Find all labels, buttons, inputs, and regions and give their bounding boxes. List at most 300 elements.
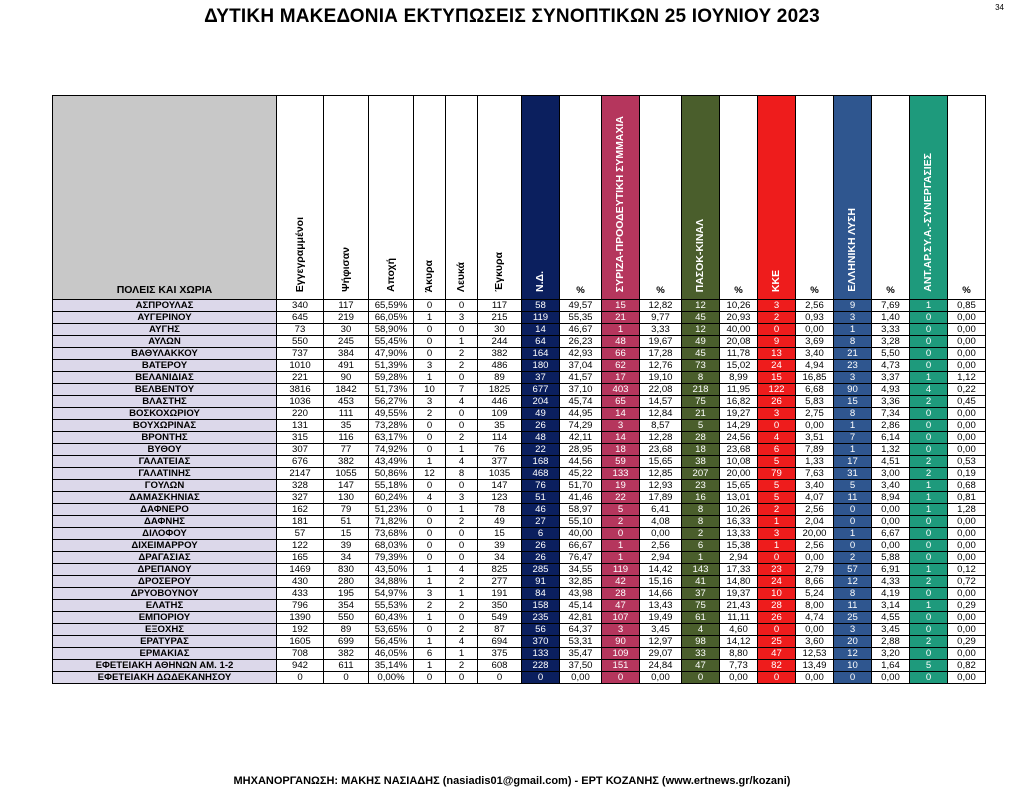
city-name-cell: ΕΡΑΤΥΡΑΣ [53,636,277,648]
city-name-cell: ΔΡΕΠΑΝΟΥ [53,564,277,576]
party-votes-cell: 59 [602,456,640,468]
party-percent-cell: 24,84 [640,660,682,672]
invalid-cell: 1 [414,636,446,648]
party-percent-cell: 2,04 [796,516,834,528]
header-party-5 [910,96,948,300]
city-name-cell: ΔΡΑΓΑΣΙΑΣ [53,552,277,564]
blank-cell: 0 [446,300,478,312]
party-percent-cell: 12,84 [640,408,682,420]
party-votes-cell: 51 [522,492,560,504]
party-votes-cell: 164 [522,348,560,360]
invalid-cell: 1 [414,576,446,588]
party-percent-cell: 6,67 [872,528,910,540]
voted-cell: 89 [324,624,369,636]
header-valid-label: Έγκυρα [493,252,505,292]
party-votes-cell: 79 [758,468,796,480]
party-percent-cell: 17,89 [640,492,682,504]
invalid-cell: 1 [414,612,446,624]
party-percent-cell: 0,00 [796,624,834,636]
party-percent-cell: 7,69 [872,300,910,312]
party-votes-cell: 0 [910,552,948,564]
party-votes-cell: 84 [522,588,560,600]
party-percent-cell: 12,97 [640,636,682,648]
party-percent-cell: 8,94 [872,492,910,504]
party-votes-cell: 24 [758,360,796,372]
voted-cell: 130 [324,492,369,504]
invalid-cell: 0 [414,624,446,636]
party-votes-cell: 21 [682,408,720,420]
party-percent-cell: 2,94 [720,552,758,564]
invalid-cell: 2 [414,408,446,420]
party-votes-cell: 65 [602,396,640,408]
registered-cell: 942 [277,660,324,672]
party-percent-cell: 13,49 [796,660,834,672]
city-name-cell: ΓΑΛΑΤΕΙΑΣ [53,456,277,468]
party-percent-cell: 0,00 [948,432,986,444]
registered-cell: 220 [277,408,324,420]
party-percent-cell: 37,10 [560,384,602,396]
party-votes-cell: 107 [602,612,640,624]
party-percent-cell: 14,66 [640,588,682,600]
registered-cell: 131 [277,420,324,432]
blank-cell: 4 [446,456,478,468]
table-row [53,636,986,648]
abstention-cell: 0,00% [369,672,414,684]
table-row [53,504,986,516]
invalid-cell: 10 [414,384,446,396]
party-votes-cell: 468 [522,468,560,480]
party-percent-cell: 0,00 [948,408,986,420]
party-percent-cell: 11,11 [720,612,758,624]
party-votes-cell: 8 [834,588,872,600]
party-votes-cell: 11 [834,492,872,504]
valid-cell: 78 [478,504,522,516]
voted-cell: 384 [324,348,369,360]
table-row [53,648,986,660]
registered-cell: 676 [277,456,324,468]
registered-cell: 550 [277,336,324,348]
party-votes-cell: 0 [910,612,948,624]
party-percent-cell: 19,49 [640,612,682,624]
party-percent-cell: 0,00 [948,612,986,624]
party-votes-cell: 61 [682,612,720,624]
party-percent-cell: 8,57 [640,420,682,432]
party-percent-cell: 15,65 [720,480,758,492]
valid-cell: 375 [478,648,522,660]
blank-cell: 0 [446,480,478,492]
party-votes-cell: 6 [758,444,796,456]
party-votes-cell: 1 [910,372,948,384]
party-votes-cell: 0 [758,552,796,564]
party-percent-cell: 0,00 [948,552,986,564]
voted-cell: 280 [324,576,369,588]
blank-cell: 0 [446,372,478,384]
party-percent-cell: 4,93 [872,384,910,396]
party-votes-cell: 62 [602,360,640,372]
abstention-cell: 79,39% [369,552,414,564]
party-votes-cell: 41 [682,576,720,588]
voted-cell: 382 [324,456,369,468]
party-votes-cell: 64 [522,336,560,348]
party-votes-cell: 0 [910,624,948,636]
abstention-cell: 74,92% [369,444,414,456]
party-votes-cell: 0 [910,528,948,540]
party-votes-cell: 10 [758,588,796,600]
party-percent-cell: 0,00 [948,336,986,348]
party-votes-cell: 3 [758,408,796,420]
party-percent-cell: 3,37 [872,372,910,384]
table-row [53,528,986,540]
party-votes-cell: 1 [834,324,872,336]
city-name-cell: ΕΦΕΤΕΙΑΚΗ ΑΘΗΝΩΝ ΑΜ. 1-2 [53,660,277,672]
blank-cell: 3 [446,312,478,324]
party-votes-cell: 25 [834,612,872,624]
party-votes-cell: 119 [522,312,560,324]
party-percent-cell: 3,36 [872,396,910,408]
invalid-cell: 0 [414,348,446,360]
party-votes-cell: 8 [834,408,872,420]
city-name-cell: ΑΥΓΗΣ [53,324,277,336]
party-percent-cell: 0,00 [796,672,834,684]
party-percent-cell: 17,28 [640,348,682,360]
party-percent-cell: 13,43 [640,600,682,612]
city-name-cell: ΒΛΑΣΤΗΣ [53,396,277,408]
party-votes-cell: 21 [602,312,640,324]
party-votes-cell: 66 [602,348,640,360]
invalid-cell: 0 [414,480,446,492]
party-votes-cell: 14 [522,324,560,336]
city-name-cell: ΔΑΜΑΣΚΗΝΙΑΣ [53,492,277,504]
party-percent-cell: 0,00 [872,504,910,516]
blank-cell: 2 [446,576,478,588]
blank-cell: 2 [446,432,478,444]
invalid-cell: 0 [414,528,446,540]
results-body [53,300,986,684]
city-name-cell: ΒΥΘΟΥ [53,444,277,456]
party-percent-cell: 14,42 [640,564,682,576]
party-percent-cell: 2,88 [872,636,910,648]
party-votes-cell: 0 [910,432,948,444]
valid-cell: 15 [478,528,522,540]
party-percent-cell: 3,00 [872,468,910,480]
party-percent-cell: 32,85 [560,576,602,588]
party-votes-cell: 0 [910,420,948,432]
header-voted-label: Ψήφισαν [339,247,352,292]
registered-cell: 181 [277,516,324,528]
party-percent-cell: 43,98 [560,588,602,600]
table-row [53,576,986,588]
party-percent-cell: 2,56 [796,504,834,516]
party-percent-cell: 12,76 [640,360,682,372]
party-percent-cell: 12,28 [640,432,682,444]
party-votes-cell: 47 [682,660,720,672]
party-percent-cell: 19,67 [640,336,682,348]
abstention-cell: 56,27% [369,396,414,408]
header-party-2 [682,96,720,300]
party-votes-cell: 15 [834,396,872,408]
party-percent-cell: 12,53 [796,648,834,660]
party-votes-cell: 25 [758,636,796,648]
party-votes-cell: 1 [758,540,796,552]
party-percent-cell: 5,88 [872,552,910,564]
voted-cell: 550 [324,612,369,624]
party-percent-cell: 1,33 [796,456,834,468]
party-votes-cell: 9 [758,336,796,348]
registered-cell: 192 [277,624,324,636]
party-percent-cell: 1,28 [948,504,986,516]
party-name-label: ΑΝΤ.ΑΡ.ΣΥ.Α.-ΣΥΝΕΡΓΑΣΙΕΣ [922,153,934,292]
percent-label: % [962,285,971,296]
party-percent-cell: 20,93 [720,312,758,324]
header-party-pct-5 [948,96,986,300]
party-votes-cell: 0 [834,540,872,552]
table-row [53,324,986,336]
party-votes-cell: 1 [910,600,948,612]
party-votes-cell: 0 [602,672,640,684]
abstention-cell: 73,28% [369,420,414,432]
party-percent-cell: 0,81 [948,492,986,504]
party-percent-cell: 23,68 [720,444,758,456]
blank-cell: 2 [446,516,478,528]
party-votes-cell: 0 [910,348,948,360]
party-votes-cell: 0 [682,672,720,684]
invalid-cell: 3 [414,360,446,372]
city-name-cell: ΑΣΠΡΟΥΛΑΣ [53,300,277,312]
voted-cell: 51 [324,516,369,528]
abstention-cell: 56,45% [369,636,414,648]
header-party-3 [758,96,796,300]
valid-cell: 123 [478,492,522,504]
registered-cell: 165 [277,552,324,564]
blank-cell: 0 [446,528,478,540]
party-votes-cell: 5 [758,456,796,468]
party-percent-cell: 2,86 [872,420,910,432]
party-percent-cell: 3,33 [872,324,910,336]
city-name-cell: ΕΛΑΤΗΣ [53,600,277,612]
party-percent-cell: 0,00 [872,516,910,528]
party-votes-cell: 204 [522,396,560,408]
blank-cell: 1 [446,504,478,516]
party-votes-cell: 0 [834,504,872,516]
party-percent-cell: 12,82 [640,300,682,312]
party-votes-cell: 2 [910,396,948,408]
party-votes-cell: 218 [682,384,720,396]
party-percent-cell: 44,56 [560,456,602,468]
party-name-label: ΠΑΣΟΚ-ΚΙΝΑΛ [694,218,706,292]
party-percent-cell: 23,68 [640,444,682,456]
voted-cell: 34 [324,552,369,564]
registered-cell: 1036 [277,396,324,408]
party-votes-cell: 31 [834,468,872,480]
table-row [53,348,986,360]
voted-cell: 219 [324,312,369,324]
party-votes-cell: 13 [758,348,796,360]
party-votes-cell: 2 [910,576,948,588]
party-percent-cell: 58,97 [560,504,602,516]
blank-cell: 2 [446,660,478,672]
party-votes-cell: 2 [910,636,948,648]
party-percent-cell: 0,12 [948,564,986,576]
party-votes-cell: 12 [682,300,720,312]
party-percent-cell: 6,14 [872,432,910,444]
party-percent-cell: 4,08 [640,516,682,528]
valid-cell: 1825 [478,384,522,396]
header-row [53,96,986,300]
party-percent-cell: 0,00 [948,624,986,636]
city-name-cell: ΔΙΧΕΙΜΑΡΡΟΥ [53,540,277,552]
party-votes-cell: 22 [522,444,560,456]
party-percent-cell: 0,00 [948,672,986,684]
party-percent-cell: 15,65 [640,456,682,468]
party-percent-cell: 20,08 [720,336,758,348]
party-percent-cell: 10,26 [720,300,758,312]
party-votes-cell: 82 [758,660,796,672]
party-votes-cell: 28 [758,600,796,612]
party-percent-cell: 55,10 [560,516,602,528]
party-votes-cell: 5 [602,504,640,516]
party-percent-cell: 0,85 [948,300,986,312]
party-percent-cell: 8,00 [796,600,834,612]
party-percent-cell: 1,32 [872,444,910,456]
abstention-cell: 43,49% [369,456,414,468]
city-name-cell: ΕΡΜΑΚΙΑΣ [53,648,277,660]
party-votes-cell: 0 [602,528,640,540]
party-votes-cell: 9 [834,300,872,312]
party-votes-cell: 1 [834,528,872,540]
party-votes-cell: 37 [522,372,560,384]
registered-cell: 1469 [277,564,324,576]
valid-cell: 109 [478,408,522,420]
party-percent-cell: 0,00 [948,324,986,336]
blank-cell: 1 [446,648,478,660]
blank-cell: 8 [446,468,478,480]
blank-cell: 4 [446,636,478,648]
party-votes-cell: 119 [602,564,640,576]
abstention-cell: 53,65% [369,624,414,636]
party-votes-cell: 21 [834,348,872,360]
party-votes-cell: 47 [602,600,640,612]
party-votes-cell: 3 [602,420,640,432]
party-votes-cell: 8 [682,504,720,516]
party-votes-cell: 22 [602,492,640,504]
party-votes-cell: 0 [910,324,948,336]
header-registered [277,96,324,300]
party-percent-cell: 0,00 [948,588,986,600]
percent-label: % [886,285,895,296]
abstention-cell: 51,23% [369,504,414,516]
blank-cell: 7 [446,384,478,396]
party-votes-cell: 0 [758,624,796,636]
party-votes-cell: 0 [910,408,948,420]
page-number: 34 [995,3,1004,12]
city-name-cell: ΔΡΥΟΒΟΥΝΟΥ [53,588,277,600]
city-name-cell: ΕΦΕΤΕΙΑΚΗ ΔΩΔΕΚΑΝΗΣΟΥ [53,672,277,684]
header-party-4 [834,96,872,300]
party-votes-cell: 23 [834,360,872,372]
party-name-label: Ν.Δ. [534,271,546,292]
invalid-cell: 3 [414,588,446,600]
party-percent-cell: 0,00 [948,420,986,432]
table-row [53,492,986,504]
party-percent-cell: 42,11 [560,432,602,444]
party-votes-cell: 76 [522,480,560,492]
party-percent-cell: 12,85 [640,468,682,480]
invalid-cell: 0 [414,516,446,528]
party-percent-cell: 4,19 [872,588,910,600]
party-percent-cell: 26,23 [560,336,602,348]
percent-label: % [734,285,743,296]
party-percent-cell: 4,33 [872,576,910,588]
party-percent-cell: 16,33 [720,516,758,528]
city-name-cell: ΒΕΛΑΝΙΔΙΑΣ [53,372,277,384]
party-votes-cell: 677 [522,384,560,396]
registered-cell: 73 [277,324,324,336]
registered-cell: 1605 [277,636,324,648]
party-percent-cell: 0,00 [948,540,986,552]
party-percent-cell: 4,60 [720,624,758,636]
valid-cell: 76 [478,444,522,456]
party-percent-cell: 0,00 [560,672,602,684]
header-party-pct-0 [560,96,602,300]
table-row [53,672,986,684]
party-votes-cell: 17 [602,372,640,384]
party-votes-cell: 3 [602,624,640,636]
party-percent-cell: 3,14 [872,600,910,612]
party-percent-cell: 0,29 [948,636,986,648]
blank-cell: 4 [446,396,478,408]
party-votes-cell: 1 [602,540,640,552]
city-name-cell: ΕΜΠΟΡΙΟΥ [53,612,277,624]
percent-label: % [576,285,585,296]
party-votes-cell: 6 [522,528,560,540]
party-votes-cell: 1 [910,504,948,516]
city-name-cell: ΒΑΤΕΡΟΥ [53,360,277,372]
valid-cell: 350 [478,600,522,612]
party-percent-cell: 12,93 [640,480,682,492]
voted-cell: 116 [324,432,369,444]
blank-cell: 1 [446,588,478,600]
party-votes-cell: 18 [602,444,640,456]
registered-cell: 221 [277,372,324,384]
registered-cell: 315 [277,432,324,444]
party-percent-cell: 51,70 [560,480,602,492]
header-registered-label: Εγγεγραμμένοι [293,216,306,292]
header-blank [446,96,478,300]
party-votes-cell: 0 [910,336,948,348]
abstention-cell: 55,53% [369,600,414,612]
registered-cell: 645 [277,312,324,324]
abstention-cell: 50,86% [369,468,414,480]
table-row [53,300,986,312]
party-votes-cell: 1 [602,552,640,564]
party-percent-cell: 19,37 [720,588,758,600]
party-percent-cell: 45,74 [560,396,602,408]
party-percent-cell: 45,14 [560,600,602,612]
invalid-cell: 6 [414,648,446,660]
blank-cell: 0 [446,612,478,624]
header-party-pct-3 [796,96,834,300]
table-row [53,384,986,396]
party-votes-cell: 1 [834,420,872,432]
party-percent-cell: 24,56 [720,432,758,444]
valid-cell: 377 [478,456,522,468]
invalid-cell: 1 [414,372,446,384]
party-percent-cell: 40,00 [560,528,602,540]
blank-cell: 0 [446,408,478,420]
party-percent-cell: 0,00 [948,360,986,372]
voted-cell: 195 [324,588,369,600]
party-percent-cell: 46,67 [560,324,602,336]
